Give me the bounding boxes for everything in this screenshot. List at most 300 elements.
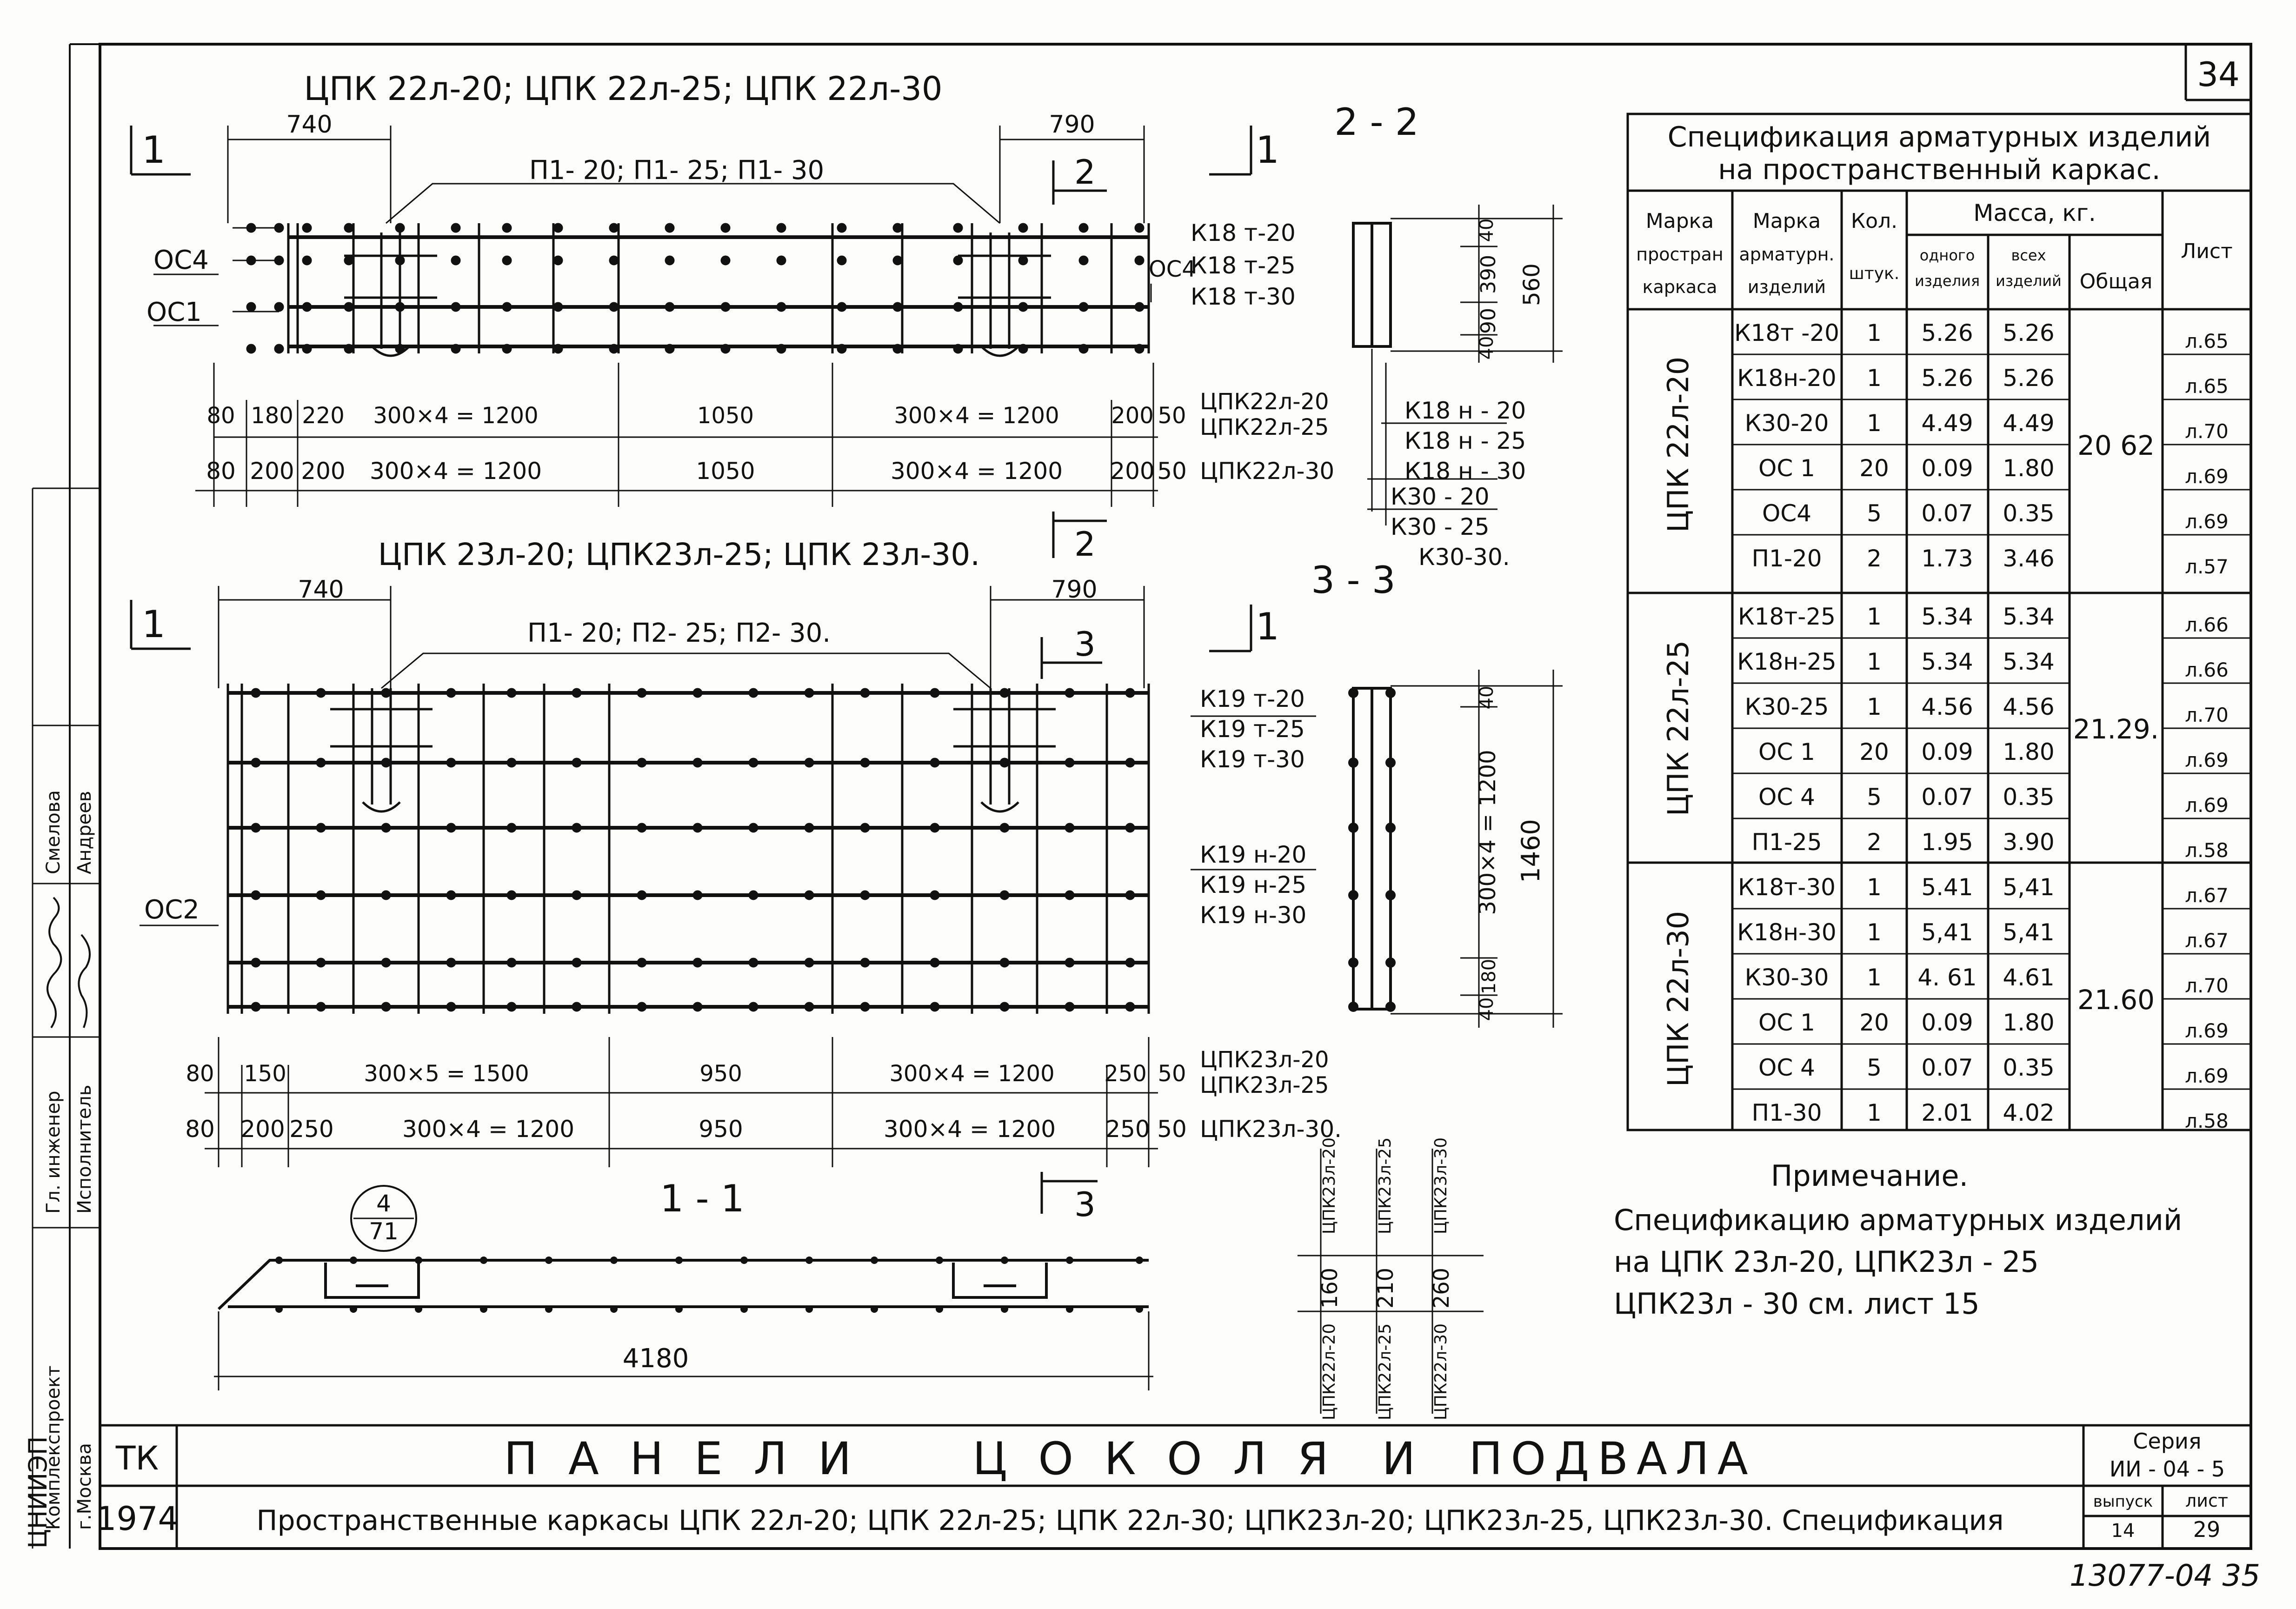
bar-dot (1001, 759, 1008, 766)
bar-dot (275, 303, 283, 311)
bar-dot (252, 689, 260, 697)
spec-qty: 5 (1867, 500, 1882, 527)
spec-mass-all: 0.35 (2003, 784, 2055, 811)
section-bar-dot (350, 1305, 357, 1313)
dim-value: ЦПК22л-25 (1200, 414, 1329, 440)
spec-mass-all: 5,41 (2003, 874, 2055, 901)
side-stamp-text: ЦНИИЭП (23, 1436, 53, 1549)
bar-dot (247, 303, 255, 311)
bar-dot (508, 959, 515, 966)
bar-dot (573, 1003, 580, 1011)
bar-dot (638, 959, 646, 966)
bar-dot (894, 345, 901, 352)
section-bar-dot (275, 1305, 283, 1313)
side-stamp (23, 790, 95, 1549)
bar-dot (838, 257, 845, 264)
section-bar-dot (1136, 1305, 1143, 1313)
svg-text:изделий: изделий (1996, 272, 2062, 290)
bar-label-oc2: ОС2 (144, 895, 200, 925)
bar-dot (666, 224, 673, 232)
bar-dot (1019, 303, 1027, 311)
spec-mass-one: 0.07 (1921, 784, 1973, 811)
bar-label-oc4-right: ОС4 (1149, 256, 1196, 282)
bar-dot (275, 345, 283, 352)
bar-dot (317, 959, 325, 966)
bar-dot (750, 759, 757, 766)
spec-mass-one: 0.09 (1921, 738, 1973, 765)
bar-dot (1136, 345, 1143, 352)
bar-dot (694, 824, 701, 831)
bar-dot (931, 824, 938, 831)
spec-sheet-ref: л.70 (2185, 704, 2229, 726)
bar-dot (805, 959, 813, 966)
dim-value: 1050 (696, 458, 755, 485)
bar-dot (1080, 257, 1087, 264)
dim-value: 250 (1105, 1116, 1150, 1143)
spec-mass-one: 4.49 (1921, 410, 1973, 437)
svg-text:выпуск: выпуск (2093, 1492, 2153, 1511)
dim-value: 50 (1158, 403, 1186, 429)
section-bar-dot (1386, 689, 1395, 697)
section-bar-dot (675, 1257, 683, 1264)
dim-value: 200 (240, 1116, 285, 1143)
spec-qty: 5 (1867, 1054, 1882, 1081)
spec-mass-all: 5.34 (2003, 648, 2055, 675)
svg-text:180: 180 (1478, 958, 1500, 995)
title-block (96, 1425, 2251, 1549)
top-elevation (131, 70, 1334, 564)
top-loops (344, 233, 1051, 356)
svg-text:1: 1 (1256, 128, 1279, 172)
specification-table (1628, 114, 2251, 1132)
spec-qty: 2 (1867, 829, 1882, 856)
bar-dot (1066, 759, 1073, 766)
bar-dot (694, 959, 701, 966)
spec-sheet-ref: л.69 (2185, 510, 2229, 533)
bar-dot (1001, 689, 1008, 697)
spec-row (1737, 919, 2229, 952)
bar-dot (303, 224, 311, 232)
bar-dot (1019, 345, 1027, 352)
section-bar-dot (1386, 824, 1395, 832)
bar-dot (1066, 689, 1073, 697)
bar-dot (252, 891, 260, 899)
section-bar-dot (1349, 824, 1358, 832)
bar-dot (694, 689, 701, 697)
bar-dot (722, 224, 729, 232)
spec-sheet-ref: л.66 (2185, 658, 2229, 681)
bar-dot (1019, 257, 1027, 264)
spec-sheet-ref: л.58 (2185, 1110, 2229, 1132)
svg-text:Общая: Общая (2079, 270, 2153, 293)
section-bar-dot (1386, 1003, 1395, 1011)
frame-k18t-25: К18 т-25 (1191, 252, 1296, 279)
spec-mass-one: 5.34 (1921, 603, 1973, 630)
bar-dot (1136, 224, 1143, 232)
bar-dot (396, 224, 404, 232)
spec-qty: 1 (1867, 1099, 1882, 1126)
height-variant-upper: ЦПК23л-30 (1431, 1137, 1451, 1235)
section-bar-dot (1349, 1003, 1358, 1011)
dim-value: 250 (1104, 1061, 1147, 1087)
bottom-dim-row1 (186, 1047, 1329, 1098)
spec-item-mark: К18н-20 (1737, 365, 1837, 392)
spec-row (1737, 648, 2229, 681)
bar-dot (452, 257, 459, 264)
spec-mass-one: 5.41 (1921, 874, 1973, 901)
bar-dot (345, 257, 353, 264)
frame-k18t-30: К18 т-30 (1191, 283, 1296, 310)
spec-mass-one: 5.26 (1921, 319, 1973, 346)
bar-dot (610, 257, 618, 264)
bar-dot (303, 257, 311, 264)
spec-mass-all: 0.35 (2003, 500, 2055, 527)
bar-dot (750, 959, 757, 966)
bar-dot (1001, 959, 1008, 966)
spec-mass-all: 4.61 (2003, 964, 2055, 991)
bar-dot (503, 257, 511, 264)
spec-sheet-ref: л.69 (2185, 749, 2229, 771)
spec-item-mark: П1-25 (1751, 829, 1822, 856)
dim-value: 80 (206, 403, 235, 429)
spec-qty: 1 (1867, 919, 1882, 946)
spec-sheet-ref: л.70 (2185, 420, 2229, 443)
bar-dot (508, 759, 515, 766)
svg-text:ИИ - 04 - 5: ИИ - 04 - 5 (2109, 1456, 2225, 1482)
spec-mass-all: 5.34 (2003, 603, 2055, 630)
spec-mass-all: 4.49 (2003, 410, 2055, 437)
height-value: 210 (1373, 1268, 1398, 1309)
bar-dot (1126, 891, 1134, 899)
bar-dot (447, 759, 455, 766)
dim-value: ЦПК22л-20 (1200, 389, 1329, 415)
bottom-title: ЦПК 23л-20; ЦПК23л-25; ЦПК 23л-30. (378, 537, 980, 572)
side-name-2: Андреев (74, 791, 95, 874)
svg-text:90: 90 (1477, 308, 1500, 334)
spec-row (1738, 603, 2229, 636)
spec-qty: 1 (1867, 648, 1882, 675)
bar-dot (638, 824, 646, 831)
bar-dot (638, 1003, 646, 1011)
bar-dot (317, 824, 325, 831)
bar-dot (610, 303, 618, 311)
spec-item-mark: К30-20 (1744, 410, 1829, 437)
dim-value: 50 (1157, 1116, 1187, 1143)
spec-qty: 1 (1867, 365, 1882, 392)
spec-sheet-ref: л.67 (2185, 929, 2229, 952)
spec-title-2: на пространственный каркас. (1718, 153, 2161, 186)
stamp-title: П А Н Е Л И Ц О К О Л Я И ПОДВАЛА (504, 1433, 1757, 1485)
side-city: г.Москва (74, 1443, 95, 1530)
bar-dot (508, 824, 515, 831)
bar-dot (778, 224, 785, 232)
dim-value: 220 (302, 403, 345, 429)
spec-qty: 1 (1867, 693, 1882, 720)
side-role-1: Гл. инженер (43, 1090, 64, 1214)
spec-sheet-ref: л.69 (2185, 1064, 2229, 1087)
spec-qty: 1 (1867, 874, 1882, 901)
bar-dot (447, 689, 455, 697)
dim-value: 50 (1158, 1061, 1186, 1087)
signature-1 (47, 898, 61, 1028)
dim-value: 950 (699, 1116, 743, 1143)
dim-value: 300×4 = 1200 (890, 458, 1063, 485)
section-bar-dot (740, 1305, 748, 1313)
spec-item-mark: ОС 1 (1758, 455, 1815, 482)
svg-text:К19 т-25: К19 т-25 (1200, 716, 1305, 743)
bar-dot (805, 759, 813, 766)
bottom-loop-label: П1- 20; П2- 25; П2- 30. (527, 618, 831, 648)
spec-mass-all: 5.26 (2003, 365, 2055, 392)
svg-text:2: 2 (1074, 525, 1096, 564)
bar-dot (1066, 1003, 1073, 1011)
section-bar-dot (740, 1257, 748, 1264)
bar-dot (778, 257, 785, 264)
svg-text:К30-30.: К30-30. (1418, 544, 1510, 571)
bar-dot (247, 224, 255, 232)
spec-frame-mark: ЦПК 22л-25 (1661, 640, 1695, 817)
spec-mass-all: 1.80 (2003, 455, 2055, 482)
dim-value: 300×4 = 1200 (894, 403, 1059, 429)
spec-item-mark: К18н-30 (1737, 919, 1837, 946)
bar-dot (317, 1003, 325, 1011)
spec-frame-mark: ЦПК 22л-20 (1661, 356, 1695, 533)
bar-dot (508, 891, 515, 899)
spec-qty: 20 (1859, 1009, 1889, 1036)
section-bar-dot (1386, 958, 1395, 967)
bar-dot (317, 759, 325, 766)
svg-text:К30 - 20: К30 - 20 (1391, 483, 1490, 510)
bar-dot (805, 1003, 813, 1011)
bar-dot (303, 303, 311, 311)
bar-label-oc1: ОС1 (146, 297, 202, 327)
bar-dot (345, 345, 353, 352)
bar-dot (317, 689, 325, 697)
bar-dot (1066, 891, 1073, 899)
bar-dot (931, 891, 938, 899)
section-bar-dot (936, 1305, 943, 1313)
svg-text:1: 1 (1256, 605, 1279, 648)
height-dim (1373, 1137, 1398, 1420)
height-variant-upper: ЦПК23л-25 (1376, 1137, 1395, 1235)
bar-dot (694, 891, 701, 899)
svg-text:К19 н-30: К19 н-30 (1200, 902, 1307, 929)
spec-mass-all: 1.80 (2003, 738, 2055, 765)
dim-740-bottom: 740 (298, 576, 344, 604)
side-name-1: Смелова (43, 790, 64, 874)
spec-row (1758, 1054, 2229, 1087)
svg-text:Марка: Марка (1752, 209, 1821, 233)
dim-value: 200 (1111, 403, 1154, 429)
svg-text:штук.: штук. (1849, 264, 1900, 283)
bar-dot (838, 224, 845, 232)
top-title: ЦПК 22л-20; ЦПК 22л-25; ЦПК 22л-30 (304, 70, 943, 108)
spec-row (1758, 1009, 2229, 1042)
sheet-number: 34 (2197, 55, 2240, 94)
svg-text:К19 т-30: К19 т-30 (1200, 746, 1305, 773)
bar-dot (750, 891, 757, 899)
spec-group (1661, 319, 2229, 578)
spec-mass-all: 5,41 (2003, 919, 2055, 946)
svg-text:всех: всех (2011, 246, 2046, 264)
section-bar-dot (1349, 958, 1358, 967)
sheet-frame (33, 44, 2251, 1549)
bar-dot (247, 345, 255, 352)
bar-dot (345, 224, 353, 232)
bar-dot (861, 891, 869, 899)
bar-dot (503, 303, 511, 311)
spec-item-mark: К30-25 (1744, 693, 1829, 720)
svg-text:К19 н-25: К19 н-25 (1200, 871, 1307, 898)
spec-sheet-ref: л.67 (2185, 884, 2229, 907)
bar-dot (508, 689, 515, 697)
dim-value: 300×4 = 1200 (373, 403, 539, 429)
section-bar-dot (610, 1305, 618, 1313)
height-dim (1429, 1137, 1454, 1420)
spec-row (1751, 1099, 2228, 1132)
section-mark-1-right (1209, 126, 1251, 174)
svg-text:Лист: Лист (2181, 239, 2233, 263)
bar-dot (894, 303, 901, 311)
section-bar-dot (480, 1305, 487, 1313)
bar-dot (954, 257, 962, 264)
svg-text:Кол.: Кол. (1850, 209, 1898, 233)
spec-sheet-ref: л.70 (2185, 974, 2229, 997)
spec-row (1758, 455, 2229, 488)
bar-dot (931, 759, 938, 766)
spec-item-mark: К18т -20 (1734, 319, 1839, 346)
height-variant-lower: ЦПК22л-20 (1320, 1323, 1339, 1421)
spec-group (1661, 603, 2229, 862)
signature-2 (79, 935, 90, 1028)
spec-row (1734, 319, 2229, 352)
bar-label-oc4: ОС4 (153, 245, 209, 275)
dim-740-top: 740 (286, 111, 333, 139)
bar-dot (1001, 824, 1008, 831)
spec-qty: 5 (1867, 784, 1882, 811)
bar-dot (554, 303, 562, 311)
dim-790-top: 790 (1049, 111, 1095, 139)
spec-qty: 1 (1867, 603, 1882, 630)
spec-item-mark: К30-30 (1744, 964, 1829, 991)
bar-dot (666, 345, 673, 352)
spec-mass-all: 0.35 (2003, 1054, 2055, 1081)
bar-dot (554, 345, 562, 352)
bar-dot (382, 824, 390, 831)
svg-text:40: 40 (1476, 336, 1497, 360)
bar-dot (252, 1003, 260, 1011)
bar-dot (805, 689, 813, 697)
bottom-elevation (131, 537, 1342, 1224)
section-bar-dot (675, 1305, 683, 1313)
bar-dot (666, 257, 673, 264)
spec-mass-one: 2.01 (1921, 1099, 1973, 1126)
bottom-frame-bars (228, 693, 1149, 1007)
bar-dot (1126, 824, 1134, 831)
section-bar-dot (1001, 1305, 1008, 1313)
svg-text:Масса, кг.: Масса, кг. (1973, 199, 2096, 226)
svg-text:каркаса: каркаса (1642, 277, 1717, 297)
svg-text:1: 1 (142, 603, 166, 646)
spec-mass-all: 1.80 (2003, 1009, 2055, 1036)
bar-dot (382, 689, 390, 697)
dim-value: 180 (251, 403, 293, 429)
spec-row (1737, 365, 2229, 398)
spec-mass-one: 1.73 (1921, 545, 1973, 572)
dim-790-bottom: 790 (1051, 576, 1098, 604)
svg-text:лист: лист (2185, 1490, 2229, 1511)
dim-value: ЦПК22л-30 (1200, 458, 1335, 485)
spec-sheet-ref: л.58 (2185, 839, 2229, 862)
bar-dot (838, 345, 845, 352)
bar-dot (861, 1003, 869, 1011)
svg-text:одного: одного (1919, 246, 1975, 264)
node-num-bottom: 71 (369, 1218, 399, 1245)
spec-item-mark: П1-30 (1751, 1099, 1822, 1126)
svg-text:1: 1 (142, 128, 166, 172)
spec-item-mark: К18т-25 (1738, 603, 1836, 630)
spec-qty: 20 (1859, 455, 1889, 482)
svg-text:арматурн.: арматурн. (1739, 244, 1835, 265)
spec-total-mass: 20 62 (2077, 430, 2155, 461)
svg-text:14: 14 (2111, 1520, 2135, 1542)
section-bar-dot (805, 1257, 813, 1264)
spec-mass-all: 3.90 (2003, 829, 2055, 856)
svg-text:К18 н - 30: К18 н - 30 (1404, 458, 1526, 485)
sec22-title: 2 - 2 (1334, 100, 1419, 144)
bar-dot (452, 303, 459, 311)
height-variant-lower: ЦПК22л-30 (1431, 1323, 1451, 1421)
stamp-subtitle: Пространственные каркасы ЦПК 22л-20; ЦПК 22л-25; ЦПК 22л-30; ЦПК23л-20; ЦПК23л-25, ЦПК23л-30. Спецификация (256, 1504, 2004, 1537)
spec-row (1745, 964, 2229, 997)
bar-dot (778, 303, 785, 311)
spec-qty: 2 (1867, 545, 1882, 572)
bar-dot (1001, 1003, 1008, 1011)
bar-dot (861, 824, 869, 831)
bar-dot (610, 345, 618, 352)
bar-dot (805, 824, 813, 831)
spec-mass-one: 4.56 (1921, 693, 1973, 720)
bar-dot (382, 891, 390, 899)
svg-text:2: 2 (1074, 153, 1096, 192)
section-bar-dot (1349, 689, 1358, 697)
bar-dot (954, 303, 962, 311)
bar-dot (447, 824, 455, 831)
bottom-dim-row2 (185, 1116, 1342, 1143)
spec-sheet-ref: л.69 (2185, 465, 2229, 488)
side-org: Комплекспроект (43, 1365, 64, 1530)
section-bar-dot (1136, 1257, 1143, 1264)
spec-mass-one: 1.95 (1921, 829, 1973, 856)
sec11-length: 4180 (622, 1343, 689, 1374)
section-bar-dot (936, 1257, 943, 1264)
section-bar-dot (871, 1305, 878, 1313)
stamp-year: 1974 (95, 1500, 179, 1538)
bar-dot (1080, 224, 1087, 232)
bar-dot (252, 824, 260, 831)
note-line-1: Спецификацию арматурных изделий (1614, 1203, 2183, 1237)
bar-dot (931, 1003, 938, 1011)
spec-row (1751, 829, 2228, 862)
bar-dot (1066, 824, 1073, 831)
bar-dot (1126, 759, 1134, 766)
section-bar-dot (545, 1257, 552, 1264)
dim-value: ЦПК23л-30. (1200, 1116, 1342, 1143)
side-role-2: Исполнитель (74, 1084, 95, 1214)
spec-mass-one: 0.09 (1921, 455, 1973, 482)
section-bar-dot (1001, 1257, 1008, 1264)
sec11-title: 1 - 1 (660, 1177, 745, 1220)
